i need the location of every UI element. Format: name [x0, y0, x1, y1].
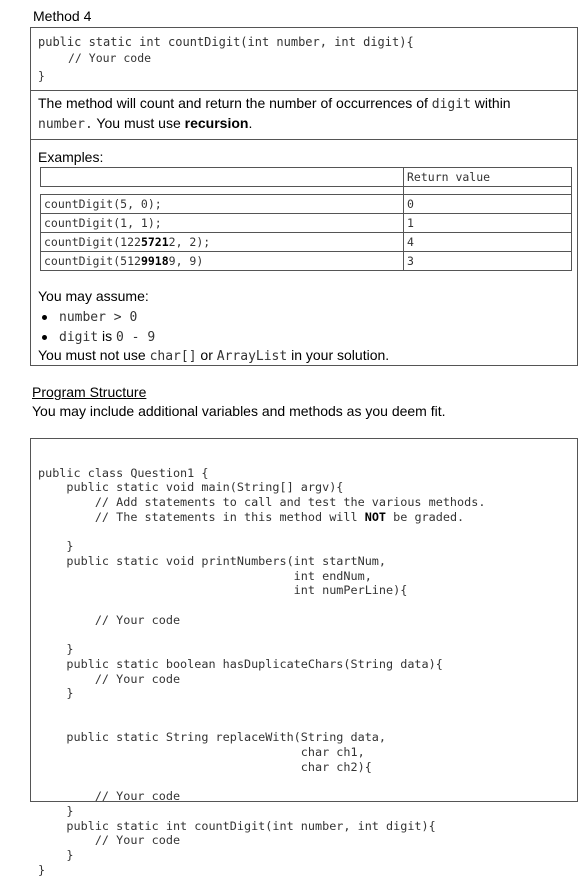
code-line: public static int countDigit(int number, int digit){: [38, 818, 436, 833]
assume-item-2: digit is 0 - 9: [38, 328, 155, 345]
code-line: // Your code: [38, 671, 181, 686]
table-header-row: [41, 168, 572, 187]
example-call: countDigit(51299189, 9): [41, 252, 404, 271]
signature-line: public static int countDigit(int number, int digit){: [38, 35, 414, 49]
desc-part2: within: [470, 95, 511, 111]
desc-part1: The method will count and return the number of occurrences of: [38, 95, 432, 111]
desc-code-number: number.: [38, 117, 93, 132]
code-line: int numPerLine){: [38, 583, 408, 598]
code-line: public static void main(String[] argv){: [38, 480, 344, 495]
example-call: countDigit(5, 0);: [41, 195, 404, 214]
table-header-return: Return value: [404, 168, 572, 187]
structure-code-box: [30, 438, 578, 877]
table-row: [41, 195, 572, 214]
example-return: 4: [404, 233, 572, 252]
separator: [31, 139, 577, 140]
must-not-line: You must not use char[] or ArrayList in your solution.: [38, 347, 390, 364]
bullet-icon: [42, 335, 47, 340]
signature-comment: // Your code: [68, 51, 152, 65]
code-line: char ch2){: [38, 759, 372, 774]
code-line: public static void printNumbers(int startNum,: [38, 553, 387, 568]
signature-box: [30, 27, 578, 91]
example-return: 0: [404, 195, 572, 214]
code-line: }: [38, 539, 74, 554]
example-return: 1: [404, 214, 572, 233]
desc-recursion: recursion: [184, 115, 249, 131]
description-text: [38, 94, 568, 134]
code-line: public static boolean hasDuplicateChars(String data){: [38, 656, 443, 671]
code-line: public static String replaceWith(String data,: [38, 730, 387, 745]
code-line: // The statements in this method will: [38, 509, 365, 524]
table-row: [41, 252, 572, 271]
desc-end: .: [248, 115, 253, 131]
bullet-icon: [42, 315, 47, 320]
example-call: countDigit(12257212, 2);: [41, 233, 404, 252]
code-line: char ch1,: [38, 745, 365, 760]
examples-label: Examples:: [38, 149, 104, 165]
code-line: // Add statements to call and test the various methods.: [38, 495, 486, 510]
code-line: int endNum,: [38, 568, 372, 583]
code-line: }: [38, 862, 46, 877]
code-line: public class Question1 {: [38, 465, 209, 480]
bottom-rule: [31, 365, 401, 366]
assume-label: You may assume:: [38, 288, 149, 304]
structure-heading: Program Structure: [32, 384, 147, 400]
examples-table: [40, 167, 572, 271]
table-row: [41, 214, 572, 233]
code-line: // Your code: [38, 833, 181, 848]
not-word: NOT: [364, 509, 387, 524]
signature-close-brace: }: [38, 69, 45, 83]
assume-item-1: number > 0: [38, 308, 137, 325]
structure-code: public class Question1 { public static void main(String[] argv){ // Add statements to call and test the various methods. // The statements in this method will NOT be graded. } public static void printNumbers(int startNum, int endNum, int numPerLine){ // Your code } public static boolean hasDuplicateChars(String data){ // Your code } public static String replaceWith(String data, char ch1, char ch2){ // Your code } public static int countDigit(int number, int digit){ // Your code } }: [38, 465, 486, 877]
example-return: 3: [404, 252, 572, 271]
method-heading: Method 4: [33, 8, 92, 24]
desc-part3: You must use: [92, 115, 185, 131]
code-line: // Your code: [38, 789, 181, 804]
desc-code-digit: digit: [431, 97, 471, 112]
code-line: }: [38, 642, 74, 657]
example-call: countDigit(1, 1);: [41, 214, 404, 233]
code-line: }: [38, 847, 74, 862]
structure-subtitle: You may include additional variables and methods as you deem fit.: [32, 403, 446, 419]
description-box: [30, 90, 578, 366]
code-line: }: [38, 686, 74, 701]
table-gap-row: [41, 187, 572, 195]
table-header-empty: [41, 168, 404, 187]
code-line: }: [38, 803, 74, 818]
table-row: [41, 233, 572, 252]
code-line: // Your code: [38, 612, 181, 627]
